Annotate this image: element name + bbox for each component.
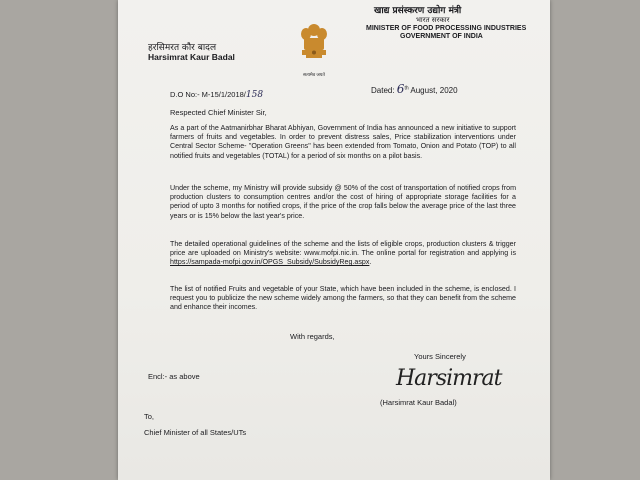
paragraph-3 [170,240,516,268]
portal-link[interactable]: https://sampada-mofpi.gov.in/OPGS_Subsidy/SubsidyReg.aspx [170,258,370,267]
paragraph-4: The list of notified Fruits and vegetable of your State, which have been included in the scheme, is enclosed. I request you to publicize the new scheme widely among the farmers, so that they can benefit from the scheme and enhance their incomes. [170,285,516,312]
closing-yours: Yours Sincerely [414,352,466,361]
paragraph-3-end: . [369,258,372,267]
letter-date [371,82,458,96]
closing-regards: With regards, [290,332,335,341]
paragraph-1: As a part of the Aatmanirbhar Bharat Abhiyan, Government of India has announced a new initiative to support farmers of fruits and vegetables. In order to prevent distress sales, Price stabilization interventions under Central Sector Scheme- "Operation Greens" has been extended from Tomato, Onion and Potato (TOP) to all notified fruits and vegetables (TOTAL) for a period of six months on a pilot basis. [170,124,516,160]
emblem-caption: सत्यमेव जयते [303,72,325,77]
enclosure-note: Encl:- as above [148,372,200,381]
salutation: Respected Chief Minister Sir, [170,108,267,117]
paragraph-3-text: The detailed operational guidelines of the scheme and the lists of eligible crops, production clusters & trigger price are uploaded on Ministry's website: www.mofpi.nic.in. The online portal for registration and applying is [170,240,516,258]
reference-handwritten: 158 [245,90,264,100]
office-title-english: MINISTER OF FOOD PROCESSING INDUSTRIES [366,25,527,32]
office-sub-english: GOVERNMENT OF INDIA [400,33,483,40]
signatory-name: (Harsimrat Kaur Badal) [380,398,457,407]
dated-day: 6 [396,82,405,96]
sender-name-hindi: हरसिमरत कौर बादल [148,43,217,53]
office-title-hindi: खाद्य प्रसंस्करण उद्योग मंत्री [374,6,462,16]
paragraph-2: Under the scheme, my Ministry will provide subsidy @ 50% of the cost of transportation of notified crops from production clusters to consumption centres and/or the cost of hiring of appropriate storage facilities for a period of upto 3 months for notified crops, if the price of the crop falls below the average price of the last three years or is 15% below the last year's price. [170,184,516,220]
handwritten-signature: Harsimrat [396,366,502,391]
dated-suffix: th [404,85,409,92]
dated-label: Dated: [371,86,397,95]
reference-number [170,90,263,100]
reference-prefix: D.O No:- M-15/1/2018/ [170,90,246,99]
to-label: To, [144,412,155,421]
letter-page [118,0,550,480]
sender-name: Harsimrat Kaur Badal [148,52,235,62]
national-emblem-icon [296,22,332,70]
recipient: Chief Minister of all States/UTs [144,428,247,437]
dated-rest: August, 2020 [408,86,458,95]
office-sub-hindi: भारत सरकार [416,16,450,24]
